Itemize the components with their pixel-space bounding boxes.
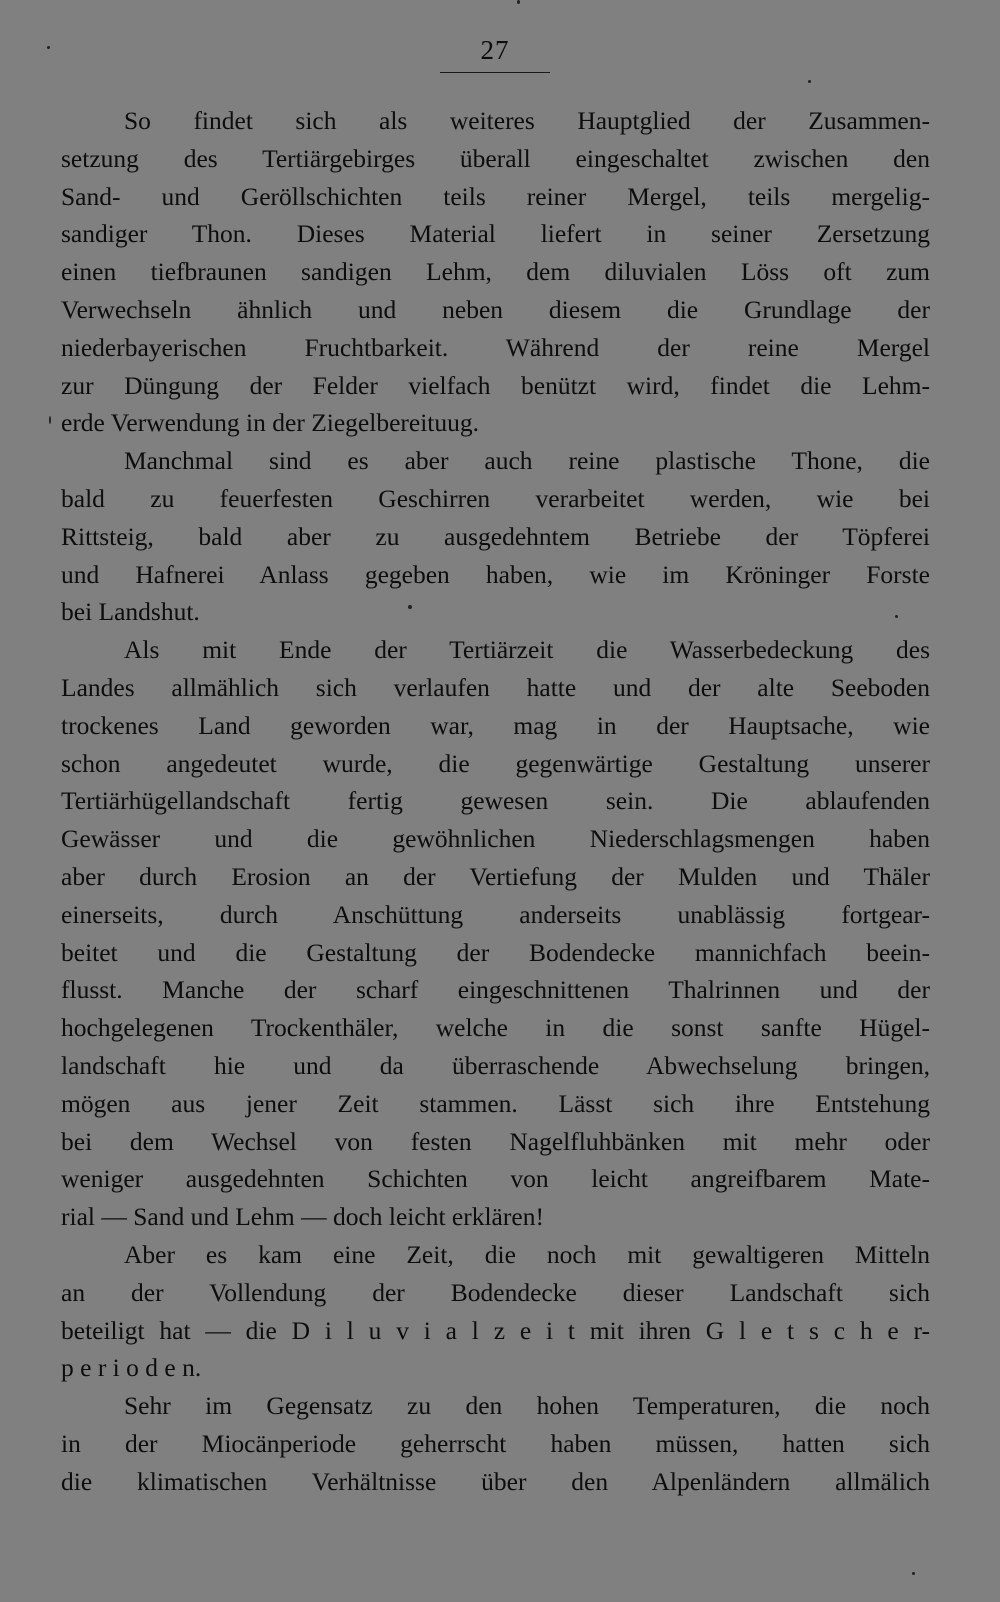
text-line: schon angedeutet wurde, die gegenwärtige Gestaltung unserer bbox=[61, 748, 930, 778]
text-line: landschaft hie und da überraschende Abwechselung bringen, bbox=[61, 1050, 930, 1080]
scan-speck bbox=[912, 1572, 915, 1575]
text-line: Gewässer und die gewöhnlichen Niederschlagsmengen haben bbox=[61, 824, 930, 854]
text-line: Verwechseln ähnlich und neben diesem die Grundlage der bbox=[61, 294, 930, 324]
text-line: flusst. Manche der scharf eingeschnittenen Thalrinnen und der bbox=[61, 975, 930, 1005]
text-line: sandiger Thon. Dieses Material liefert in seiner Zersetzung bbox=[61, 219, 930, 249]
text-line: an der Vollendung der Bodendecke dieser Landschaft sich bbox=[61, 1277, 930, 1307]
text-line: die klimatischen Verhältnisse über den Alpenländern allmälich bbox=[61, 1466, 930, 1496]
text-line: in der Miocänperiode geherrscht haben müssen, hatten sich bbox=[61, 1428, 930, 1458]
scan-speck bbox=[517, 0, 520, 4]
page-number: 27 bbox=[480, 35, 510, 65]
scan-speck bbox=[808, 80, 811, 83]
body-text bbox=[61, 102, 930, 1500]
text-line: setzung des Tertiärgebirges überall eingeschaltet zwischen den bbox=[61, 143, 930, 173]
text-line: bei dem Wechsel von festen Nagelfluhbänken mit mehr oder bbox=[61, 1126, 930, 1156]
text-line: Sand- und Geröllschichten teils reiner Mergel, teils mergelig- bbox=[61, 181, 930, 211]
text-line: und Hafnerei Anlass gegeben haben, wie im Kröninger Forste bbox=[61, 559, 930, 589]
paragraph bbox=[61, 442, 930, 631]
scan-speck bbox=[49, 416, 51, 424]
text-line: bald zu feuerfesten Geschirren verarbeitet werden, wie bei bbox=[61, 483, 930, 513]
paragraph bbox=[61, 102, 930, 442]
text-line: weniger ausgedehnten Schichten von leicht angreifbarem Mate- bbox=[61, 1164, 930, 1194]
text-line: mögen aus jener Zeit stammen. Lässt sich ihre Entstehung bbox=[61, 1088, 930, 1118]
text-line: einerseits, durch Anschüttung anderseits unablässig fortgear- bbox=[61, 899, 930, 929]
text-line: Aber es kam eine Zeit, die noch mit gewaltigeren Mitteln bbox=[124, 1239, 930, 1269]
text-line: Sehr im Gegensatz zu den hohen Temperaturen, die noch bbox=[124, 1391, 930, 1421]
text-line: p e r i o d e n. bbox=[61, 1353, 202, 1383]
page-number-rule bbox=[440, 72, 550, 73]
text-line: Landes allmählich sich verlaufen hatte und der alte Seeboden bbox=[61, 672, 930, 702]
text-line: Als mit Ende der Tertiärzeit die Wasserbedeckung des bbox=[124, 635, 930, 665]
scan-speck bbox=[47, 46, 50, 49]
text-line: erde Verwendung in der Ziegelbereituug. bbox=[61, 408, 479, 438]
text-line: niederbayerischen Fruchtbarkeit. Während der reine Mergel bbox=[61, 332, 930, 362]
text-line: trockenes Land geworden war, mag in der Hauptsache, wie bbox=[61, 710, 930, 740]
paragraph bbox=[61, 631, 930, 1236]
text-line: aber durch Erosion an der Vertiefung der Mulden und Thäler bbox=[61, 861, 930, 891]
text-line: Rittsteig, bald aber zu ausgedehntem Betriebe der Töpferei bbox=[61, 521, 930, 551]
text-line: Tertiärhügellandschaft fertig gewesen sein. Die ablaufenden bbox=[61, 786, 930, 816]
text-line: So findet sich als weiteres Hauptglied der Zusammen- bbox=[124, 106, 930, 135]
text-line: Manchmal sind es aber auch reine plastische Thone, die bbox=[124, 446, 930, 476]
text-line: rial — Sand und Lehm — doch leicht erklären! bbox=[61, 1202, 544, 1232]
scan-speck bbox=[408, 605, 412, 609]
scan-speck bbox=[895, 615, 898, 618]
text-line: beteiligt hat — die D i l u v i a l z e i t mit ihren G l e t s c h e r- bbox=[61, 1315, 930, 1345]
paragraph bbox=[61, 1236, 930, 1387]
text-line: bei Landshut. bbox=[61, 597, 200, 627]
text-line: zur Düngung der Felder vielfach benützt wird, findet die Lehm- bbox=[61, 370, 930, 400]
text-line: hochgelegenen Trockenthäler, welche in die sonst sanfte Hügel- bbox=[61, 1013, 930, 1043]
paragraph bbox=[61, 1387, 930, 1500]
text-line: einen tiefbraunen sandigen Lehm, dem diluvialen Löss oft zum bbox=[61, 257, 930, 287]
text-line: beitet und die Gestaltung der Bodendecke mannichfach beein- bbox=[61, 937, 930, 967]
